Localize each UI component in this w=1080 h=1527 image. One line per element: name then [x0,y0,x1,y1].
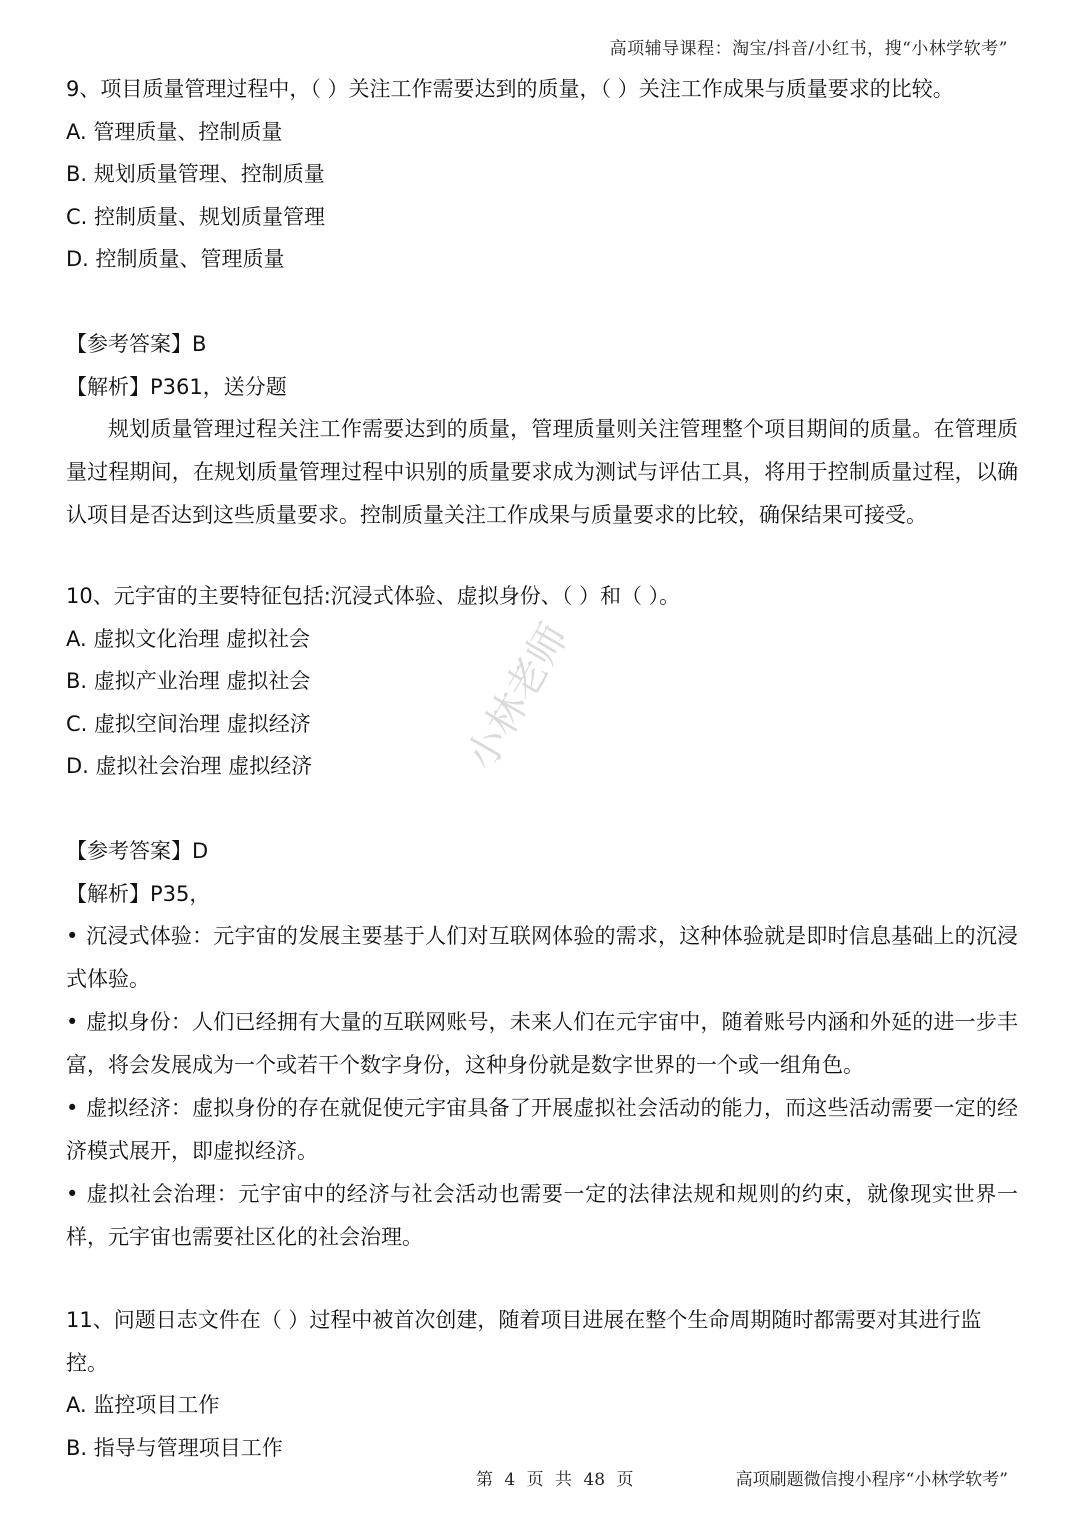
footer-note: 高项刷题微信搜小程序“小林学软考” [735,1470,1008,1490]
q10-option-a: A. 虚拟文化治理 虚拟社会 [66,626,311,651]
q10-answer: 【参考答案】D [66,839,209,863]
question-10: 10、元宇宙的主要特征包括:沉浸式体验、虚拟身份、（ ）和（ ）。 [66,584,681,608]
q10-option-d: D. 虚拟社会治理 虚拟经济 [66,754,313,778]
q11-option-b: B. 指导与管理项目工作 [66,1435,283,1460]
bullet-dot: • [66,924,79,948]
watermark: 小林老师 [457,615,578,778]
q9-option-d: D. 控制质量、管理质量 [66,247,285,271]
bullet-text: 虚拟经济：虚拟身份的存在就促使元宇宙具备了开展虚拟社会活动的能力，而这些活动需要一定的经济模式展开，即虚拟经济。 [66,1096,1018,1163]
page-content [66,68,1018,1469]
bullet-text: 沉浸式体验：元宇宙的发展主要基于人们对互联网体验的需求，这种体验就是即时信息基础上的沉浸式体验。 [66,924,1018,991]
q9-option-b: B. 规划质量管理、控制质量 [66,162,325,186]
q11-option-a: A. 监控项目工作 [66,1393,220,1417]
q9-analysis-title: 【解析】P361，送分题 [66,374,287,399]
bullet-dot: • [66,1182,79,1206]
page-number: 第 4 页 共 48 页 [476,1470,634,1490]
question-9: 9、项目质量管理过程中，（ ）关注工作需要达到的质量，（ ）关注工作成果与质量要求的比较。 [66,77,954,101]
q10-bullet [66,1001,1018,1087]
q9-option-a: A. 管理质量、控制质量 [66,119,283,144]
q10-option-c: C. 虚拟空间治理 虚拟经济 [66,711,311,736]
q10-bullet [66,915,1018,1001]
bullet-dot: • [66,1010,79,1034]
bullet-dot: • [66,1096,79,1120]
bullet-text: 虚拟身份：人们已经拥有大量的互联网账号，未来人们在元宇宙中，随着账号内涵和外延的进一步丰富，将会发展成为一个或若干个数字身份，这种身份就是数字世界的一个或一组角色。 [66,1010,1018,1077]
q10-option-b: B. 虚拟产业治理 虚拟社会 [66,669,311,693]
q9-analysis-text: 规划质量管理过程关注工作需要达到的质量，管理质量则关注管理整个项目期间的质量。在管理质量过程期间，在规划质量管理过程中识别的质量要求成为测试与评估工具，将用于控制质量过程，以确认项目是否达到这些质量要求。控制质量关注工作成果与质量要求的比较，确保结果可接受。 [66,417,1018,527]
bullet-text: 虚拟社会治理：元宇宙中的经济与社会活动也需要一定的法律法规和规则的约束，就像现实世界一样，元宇宙也需要社区化的社会治理。 [66,1182,1018,1249]
q10-analysis-title: 【解析】P35， [66,881,211,906]
q9-option-c: C. 控制质量、规划质量管理 [66,204,326,229]
question-11: 11、问题日志文件在（ ）过程中被首次创建，随着项目进展在整个生命周期随时都需要对其进行监控。 [66,1308,982,1375]
q10-bullet [66,1087,1018,1173]
q9-answer: 【参考答案】B [66,332,207,356]
q10-bullet [66,1173,1018,1259]
page-header: 高项辅导课程：淘宝/抖音/小红书，搜“小林学软考” [609,39,1008,59]
